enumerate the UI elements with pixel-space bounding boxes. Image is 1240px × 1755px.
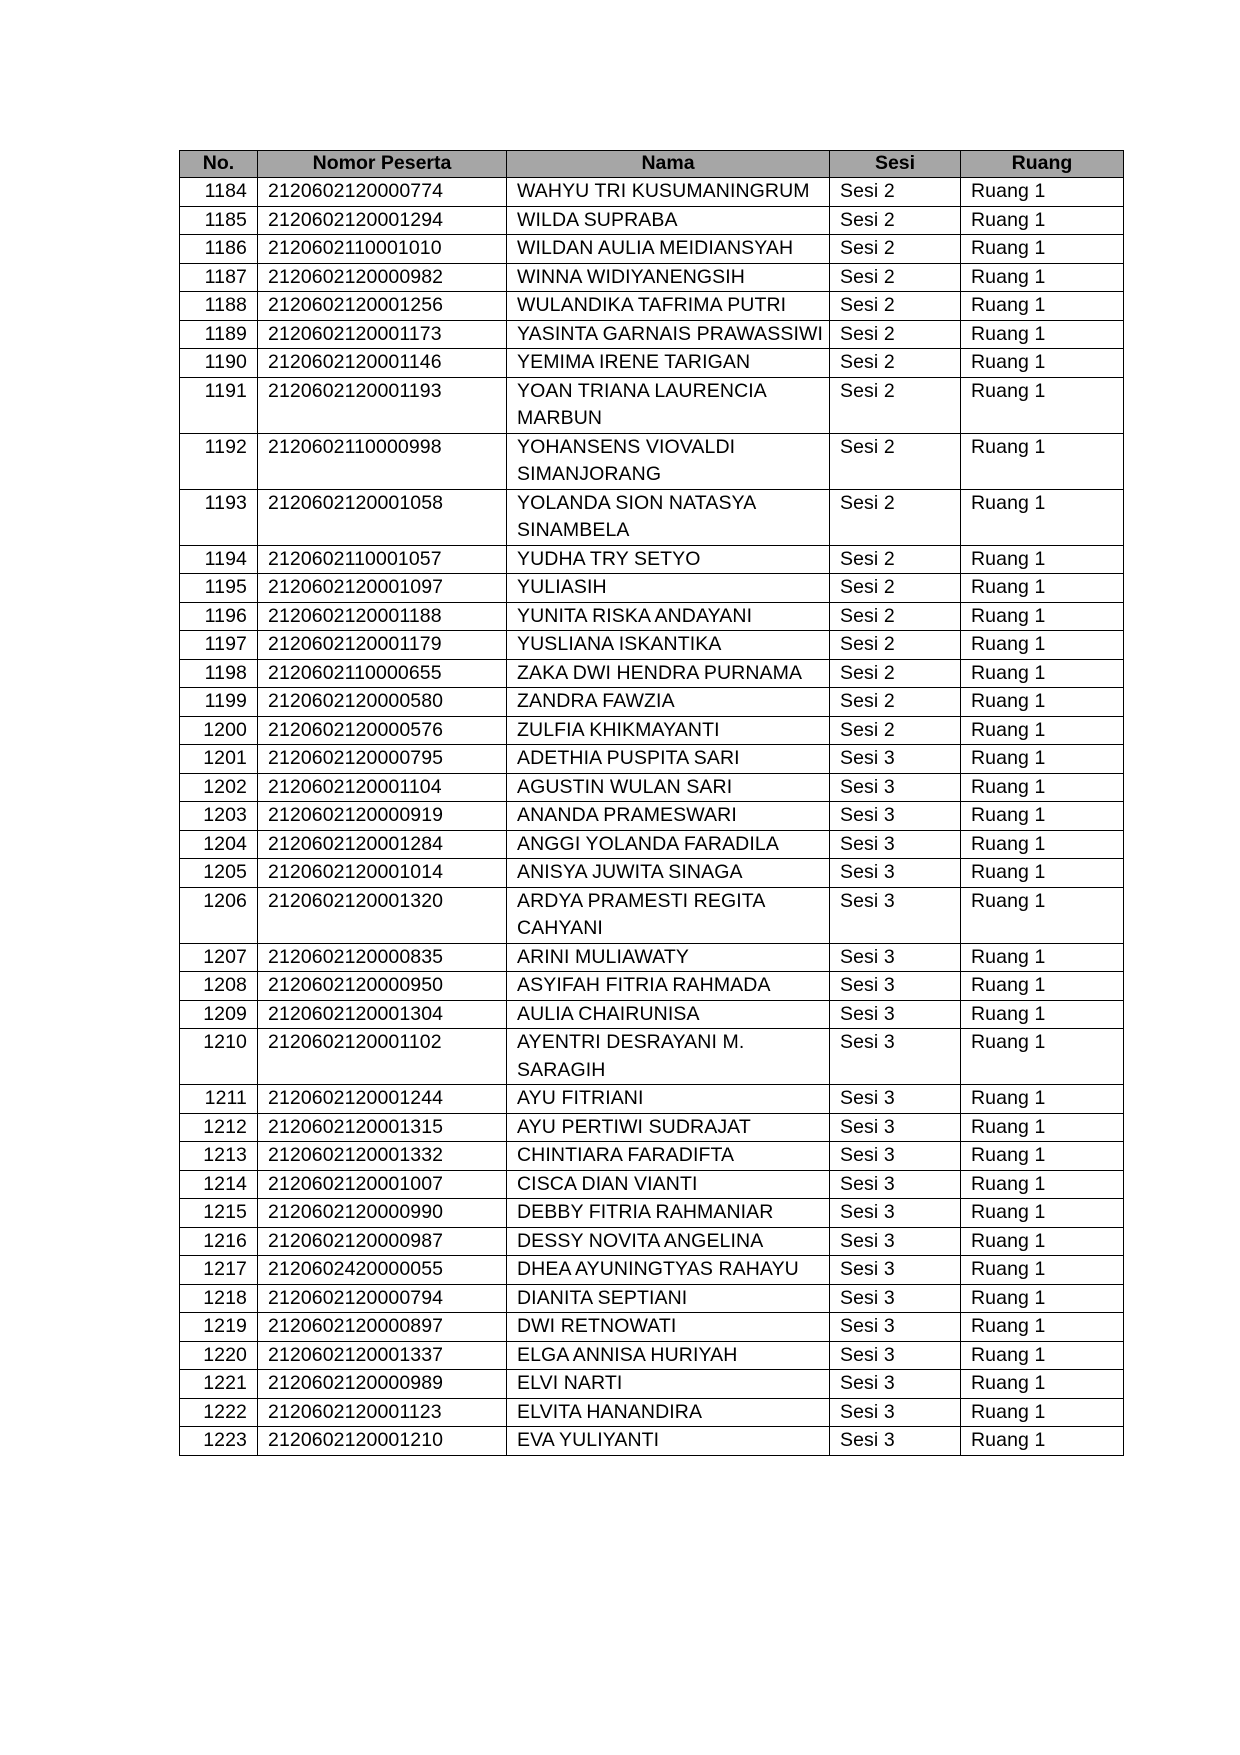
cell-sesi: Sesi 3 bbox=[830, 1000, 961, 1029]
cell-no: 1185 bbox=[180, 206, 258, 235]
cell-ruang: Ruang 1 bbox=[961, 1427, 1124, 1456]
cell-ruang: Ruang 1 bbox=[961, 830, 1124, 859]
cell-ruang: Ruang 1 bbox=[961, 602, 1124, 631]
cell-sesi: Sesi 3 bbox=[830, 943, 961, 972]
cell-no: 1200 bbox=[180, 716, 258, 745]
cell-ruang: Ruang 1 bbox=[961, 206, 1124, 235]
cell-ruang: Ruang 1 bbox=[961, 1113, 1124, 1142]
cell-nomor-peserta: 2120602120000990 bbox=[258, 1199, 507, 1228]
header-no: No. bbox=[180, 151, 258, 178]
cell-sesi: Sesi 3 bbox=[830, 1113, 961, 1142]
cell-ruang: Ruang 1 bbox=[961, 320, 1124, 349]
cell-nama: AGUSTIN WULAN SARI bbox=[507, 773, 830, 802]
cell-no: 1190 bbox=[180, 349, 258, 378]
cell-nama: YULIASIH bbox=[507, 574, 830, 603]
cell-nama: WAHYU TRI KUSUMANINGRUM bbox=[507, 178, 830, 207]
cell-ruang: Ruang 1 bbox=[961, 716, 1124, 745]
cell-nomor-peserta: 2120602120001193 bbox=[258, 377, 507, 433]
cell-nama: YOLANDA SION NATASYA SINAMBELA bbox=[507, 489, 830, 545]
table-row bbox=[180, 206, 1124, 235]
cell-nomor-peserta: 2120602120000982 bbox=[258, 263, 507, 292]
cell-nomor-peserta: 2120602120000989 bbox=[258, 1370, 507, 1399]
cell-nomor-peserta: 2120602120001304 bbox=[258, 1000, 507, 1029]
cell-sesi: Sesi 3 bbox=[830, 1170, 961, 1199]
cell-ruang: Ruang 1 bbox=[961, 1199, 1124, 1228]
cell-no: 1198 bbox=[180, 659, 258, 688]
cell-no: 1202 bbox=[180, 773, 258, 802]
cell-ruang: Ruang 1 bbox=[961, 349, 1124, 378]
cell-no: 1217 bbox=[180, 1256, 258, 1285]
cell-no: 1219 bbox=[180, 1313, 258, 1342]
cell-nomor-peserta: 2120602120001188 bbox=[258, 602, 507, 631]
table-row bbox=[180, 263, 1124, 292]
cell-nomor-peserta: 2120602120001097 bbox=[258, 574, 507, 603]
cell-no: 1211 bbox=[180, 1085, 258, 1114]
cell-sesi: Sesi 3 bbox=[830, 887, 961, 943]
cell-no: 1191 bbox=[180, 377, 258, 433]
cell-ruang: Ruang 1 bbox=[961, 631, 1124, 660]
cell-ruang: Ruang 1 bbox=[961, 745, 1124, 774]
table-row bbox=[180, 178, 1124, 207]
header-row bbox=[180, 151, 1124, 178]
cell-nama: AYENTRI DESRAYANI M. SARAGIH bbox=[507, 1029, 830, 1085]
cell-ruang: Ruang 1 bbox=[961, 943, 1124, 972]
cell-nama: ANISYA JUWITA SINAGA bbox=[507, 859, 830, 888]
cell-ruang: Ruang 1 bbox=[961, 1398, 1124, 1427]
cell-sesi: Sesi 3 bbox=[830, 1370, 961, 1399]
cell-no: 1213 bbox=[180, 1142, 258, 1171]
cell-sesi: Sesi 3 bbox=[830, 745, 961, 774]
cell-no: 1204 bbox=[180, 830, 258, 859]
cell-sesi: Sesi 2 bbox=[830, 688, 961, 717]
cell-nomor-peserta: 2120602120001332 bbox=[258, 1142, 507, 1171]
cell-no: 1206 bbox=[180, 887, 258, 943]
cell-ruang: Ruang 1 bbox=[961, 1256, 1124, 1285]
header-nama: Nama bbox=[507, 151, 830, 178]
table-row bbox=[180, 659, 1124, 688]
cell-ruang: Ruang 1 bbox=[961, 1085, 1124, 1114]
cell-ruang: Ruang 1 bbox=[961, 377, 1124, 433]
cell-nama: EVA YULIYANTI bbox=[507, 1427, 830, 1456]
cell-no: 1209 bbox=[180, 1000, 258, 1029]
cell-nomor-peserta: 2120602120001244 bbox=[258, 1085, 507, 1114]
cell-ruang: Ruang 1 bbox=[961, 292, 1124, 321]
table-row bbox=[180, 1227, 1124, 1256]
cell-nomor-peserta: 2120602120000794 bbox=[258, 1284, 507, 1313]
cell-no: 1208 bbox=[180, 972, 258, 1001]
table-row bbox=[180, 1398, 1124, 1427]
cell-ruang: Ruang 1 bbox=[961, 887, 1124, 943]
cell-nama: YEMIMA IRENE TARIGAN bbox=[507, 349, 830, 378]
table-row bbox=[180, 887, 1124, 943]
cell-ruang: Ruang 1 bbox=[961, 433, 1124, 489]
cell-ruang: Ruang 1 bbox=[961, 235, 1124, 264]
cell-ruang: Ruang 1 bbox=[961, 688, 1124, 717]
cell-nama: CHINTIARA FARADIFTA bbox=[507, 1142, 830, 1171]
cell-nomor-peserta: 2120602120000835 bbox=[258, 943, 507, 972]
cell-no: 1196 bbox=[180, 602, 258, 631]
table-row bbox=[180, 631, 1124, 660]
cell-sesi: Sesi 3 bbox=[830, 1199, 961, 1228]
cell-nama: ARDYA PRAMESTI REGITA CAHYANI bbox=[507, 887, 830, 943]
table-row bbox=[180, 859, 1124, 888]
cell-nama: DWI RETNOWATI bbox=[507, 1313, 830, 1342]
cell-nama: ELVITA HANANDIRA bbox=[507, 1398, 830, 1427]
cell-no: 1199 bbox=[180, 688, 258, 717]
cell-ruang: Ruang 1 bbox=[961, 1313, 1124, 1342]
table-row bbox=[180, 716, 1124, 745]
participants-table bbox=[179, 150, 1124, 1456]
cell-nama: YUNITA RISKA ANDAYANI bbox=[507, 602, 830, 631]
cell-sesi: Sesi 2 bbox=[830, 574, 961, 603]
cell-ruang: Ruang 1 bbox=[961, 574, 1124, 603]
cell-nomor-peserta: 2120602120000950 bbox=[258, 972, 507, 1001]
cell-nama: DESSY NOVITA ANGELINA bbox=[507, 1227, 830, 1256]
document-page bbox=[179, 150, 1123, 1456]
header-sesi: Sesi bbox=[830, 151, 961, 178]
cell-nomor-peserta: 2120602110000655 bbox=[258, 659, 507, 688]
cell-sesi: Sesi 3 bbox=[830, 1029, 961, 1085]
table-row bbox=[180, 1029, 1124, 1085]
cell-nama: WULANDIKA TAFRIMA PUTRI bbox=[507, 292, 830, 321]
table-row bbox=[180, 1085, 1124, 1114]
cell-sesi: Sesi 2 bbox=[830, 263, 961, 292]
table-row bbox=[180, 1000, 1124, 1029]
table-row bbox=[180, 377, 1124, 433]
cell-ruang: Ruang 1 bbox=[961, 1284, 1124, 1313]
cell-nomor-peserta: 2120602110000998 bbox=[258, 433, 507, 489]
cell-nama: WINNA WIDIYANENGSIH bbox=[507, 263, 830, 292]
cell-ruang: Ruang 1 bbox=[961, 1029, 1124, 1085]
cell-ruang: Ruang 1 bbox=[961, 1370, 1124, 1399]
table-row bbox=[180, 745, 1124, 774]
table-row bbox=[180, 688, 1124, 717]
cell-sesi: Sesi 2 bbox=[830, 631, 961, 660]
cell-no: 1207 bbox=[180, 943, 258, 972]
cell-nama: DHEA AYUNINGTYAS RAHAYU bbox=[507, 1256, 830, 1285]
table-row bbox=[180, 972, 1124, 1001]
table-row bbox=[180, 1170, 1124, 1199]
cell-no: 1193 bbox=[180, 489, 258, 545]
cell-no: 1220 bbox=[180, 1341, 258, 1370]
cell-no: 1201 bbox=[180, 745, 258, 774]
cell-nama: DEBBY FITRIA RAHMANIAR bbox=[507, 1199, 830, 1228]
cell-nama: CISCA DIAN VIANTI bbox=[507, 1170, 830, 1199]
cell-nama: ADETHIA PUSPITA SARI bbox=[507, 745, 830, 774]
cell-nomor-peserta: 2120602120000580 bbox=[258, 688, 507, 717]
cell-nomor-peserta: 2120602120001102 bbox=[258, 1029, 507, 1085]
cell-no: 1222 bbox=[180, 1398, 258, 1427]
cell-nomor-peserta: 2120602120001179 bbox=[258, 631, 507, 660]
table-row bbox=[180, 235, 1124, 264]
cell-nomor-peserta: 2120602120001058 bbox=[258, 489, 507, 545]
table-row bbox=[180, 1284, 1124, 1313]
cell-nomor-peserta: 2120602120001210 bbox=[258, 1427, 507, 1456]
cell-sesi: Sesi 3 bbox=[830, 972, 961, 1001]
cell-sesi: Sesi 2 bbox=[830, 545, 961, 574]
cell-sesi: Sesi 2 bbox=[830, 320, 961, 349]
cell-nomor-peserta: 2120602120001173 bbox=[258, 320, 507, 349]
cell-nomor-peserta: 2120602120001007 bbox=[258, 1170, 507, 1199]
table-row bbox=[180, 292, 1124, 321]
cell-sesi: Sesi 2 bbox=[830, 489, 961, 545]
cell-no: 1184 bbox=[180, 178, 258, 207]
cell-sesi: Sesi 2 bbox=[830, 349, 961, 378]
cell-sesi: Sesi 2 bbox=[830, 206, 961, 235]
cell-nama: ANANDA PRAMESWARI bbox=[507, 802, 830, 831]
cell-ruang: Ruang 1 bbox=[961, 659, 1124, 688]
cell-nama: ZULFIA KHIKMAYANTI bbox=[507, 716, 830, 745]
table-row bbox=[180, 574, 1124, 603]
cell-ruang: Ruang 1 bbox=[961, 489, 1124, 545]
cell-no: 1187 bbox=[180, 263, 258, 292]
cell-no: 1221 bbox=[180, 1370, 258, 1399]
cell-ruang: Ruang 1 bbox=[961, 773, 1124, 802]
cell-nama: AULIA CHAIRUNISA bbox=[507, 1000, 830, 1029]
cell-nama: YUDHA TRY SETYO bbox=[507, 545, 830, 574]
cell-nama: WILDA SUPRABA bbox=[507, 206, 830, 235]
table-row bbox=[180, 320, 1124, 349]
cell-ruang: Ruang 1 bbox=[961, 1000, 1124, 1029]
cell-no: 1218 bbox=[180, 1284, 258, 1313]
cell-nama: ASYIFAH FITRIA RAHMADA bbox=[507, 972, 830, 1001]
cell-sesi: Sesi 3 bbox=[830, 1341, 961, 1370]
cell-ruang: Ruang 1 bbox=[961, 1227, 1124, 1256]
cell-no: 1212 bbox=[180, 1113, 258, 1142]
cell-no: 1192 bbox=[180, 433, 258, 489]
cell-nama: YUSLIANA ISKANTIKA bbox=[507, 631, 830, 660]
cell-sesi: Sesi 3 bbox=[830, 859, 961, 888]
cell-sesi: Sesi 2 bbox=[830, 235, 961, 264]
cell-nama: WILDAN AULIA MEIDIANSYAH bbox=[507, 235, 830, 264]
cell-nomor-peserta: 2120602120001146 bbox=[258, 349, 507, 378]
cell-no: 1214 bbox=[180, 1170, 258, 1199]
table-row bbox=[180, 830, 1124, 859]
cell-no: 1210 bbox=[180, 1029, 258, 1085]
table-row bbox=[180, 1113, 1124, 1142]
table-row bbox=[180, 1313, 1124, 1342]
table-body bbox=[180, 178, 1124, 1456]
cell-no: 1188 bbox=[180, 292, 258, 321]
table-row bbox=[180, 773, 1124, 802]
cell-nomor-peserta: 2120602120000987 bbox=[258, 1227, 507, 1256]
cell-sesi: Sesi 3 bbox=[830, 1427, 961, 1456]
cell-sesi: Sesi 3 bbox=[830, 1284, 961, 1313]
cell-nomor-peserta: 2120602120001337 bbox=[258, 1341, 507, 1370]
table-row bbox=[180, 349, 1124, 378]
cell-sesi: Sesi 3 bbox=[830, 1313, 961, 1342]
table-row bbox=[180, 433, 1124, 489]
cell-nomor-peserta: 2120602120000774 bbox=[258, 178, 507, 207]
table-row bbox=[180, 802, 1124, 831]
cell-no: 1223 bbox=[180, 1427, 258, 1456]
table-row bbox=[180, 1370, 1124, 1399]
cell-nomor-peserta: 2120602120000897 bbox=[258, 1313, 507, 1342]
cell-nama: AYU PERTIWI SUDRAJAT bbox=[507, 1113, 830, 1142]
cell-no: 1205 bbox=[180, 859, 258, 888]
cell-nomor-peserta: 2120602420000055 bbox=[258, 1256, 507, 1285]
cell-ruang: Ruang 1 bbox=[961, 263, 1124, 292]
cell-sesi: Sesi 2 bbox=[830, 602, 961, 631]
cell-sesi: Sesi 3 bbox=[830, 773, 961, 802]
cell-ruang: Ruang 1 bbox=[961, 178, 1124, 207]
cell-sesi: Sesi 2 bbox=[830, 659, 961, 688]
cell-sesi: Sesi 2 bbox=[830, 178, 961, 207]
cell-nomor-peserta: 2120602110001010 bbox=[258, 235, 507, 264]
cell-sesi: Sesi 3 bbox=[830, 1256, 961, 1285]
table-row bbox=[180, 1341, 1124, 1370]
cell-ruang: Ruang 1 bbox=[961, 1142, 1124, 1171]
cell-sesi: Sesi 3 bbox=[830, 1398, 961, 1427]
cell-nomor-peserta: 2120602120001123 bbox=[258, 1398, 507, 1427]
cell-nama: ZANDRA FAWZIA bbox=[507, 688, 830, 717]
header-ruang: Ruang bbox=[961, 151, 1124, 178]
cell-sesi: Sesi 2 bbox=[830, 716, 961, 745]
cell-ruang: Ruang 1 bbox=[961, 1170, 1124, 1199]
table-row bbox=[180, 545, 1124, 574]
cell-nomor-peserta: 2120602120001014 bbox=[258, 859, 507, 888]
header-nomor-peserta: Nomor Peserta bbox=[258, 151, 507, 178]
cell-nomor-peserta: 2120602110001057 bbox=[258, 545, 507, 574]
cell-nomor-peserta: 2120602120001284 bbox=[258, 830, 507, 859]
cell-nomor-peserta: 2120602120000576 bbox=[258, 716, 507, 745]
cell-sesi: Sesi 3 bbox=[830, 1085, 961, 1114]
cell-no: 1197 bbox=[180, 631, 258, 660]
table-row bbox=[180, 1142, 1124, 1171]
cell-ruang: Ruang 1 bbox=[961, 1341, 1124, 1370]
cell-nama: ZAKA DWI HENDRA PURNAMA bbox=[507, 659, 830, 688]
cell-nama: YASINTA GARNAIS PRAWASSIWI bbox=[507, 320, 830, 349]
cell-no: 1215 bbox=[180, 1199, 258, 1228]
cell-nomor-peserta: 2120602120001294 bbox=[258, 206, 507, 235]
cell-sesi: Sesi 2 bbox=[830, 377, 961, 433]
cell-nomor-peserta: 2120602120000795 bbox=[258, 745, 507, 774]
cell-sesi: Sesi 3 bbox=[830, 1227, 961, 1256]
cell-sesi: Sesi 3 bbox=[830, 1142, 961, 1171]
cell-sesi: Sesi 2 bbox=[830, 433, 961, 489]
cell-nama: DIANITA SEPTIANI bbox=[507, 1284, 830, 1313]
table-row bbox=[180, 943, 1124, 972]
cell-nomor-peserta: 2120602120001315 bbox=[258, 1113, 507, 1142]
cell-no: 1203 bbox=[180, 802, 258, 831]
cell-no: 1186 bbox=[180, 235, 258, 264]
cell-nomor-peserta: 2120602120001104 bbox=[258, 773, 507, 802]
table-row bbox=[180, 1256, 1124, 1285]
cell-nomor-peserta: 2120602120001320 bbox=[258, 887, 507, 943]
table-row bbox=[180, 1427, 1124, 1456]
cell-no: 1189 bbox=[180, 320, 258, 349]
cell-ruang: Ruang 1 bbox=[961, 802, 1124, 831]
table-header bbox=[180, 151, 1124, 178]
cell-nama: ARINI MULIAWATY bbox=[507, 943, 830, 972]
table-row bbox=[180, 602, 1124, 631]
cell-ruang: Ruang 1 bbox=[961, 972, 1124, 1001]
cell-no: 1195 bbox=[180, 574, 258, 603]
cell-nama: YOAN TRIANA LAURENCIA MARBUN bbox=[507, 377, 830, 433]
cell-no: 1216 bbox=[180, 1227, 258, 1256]
cell-nama: ELVI NARTI bbox=[507, 1370, 830, 1399]
cell-ruang: Ruang 1 bbox=[961, 545, 1124, 574]
cell-nama: YOHANSENS VIOVALDI SIMANJORANG bbox=[507, 433, 830, 489]
cell-nama: AYU FITRIANI bbox=[507, 1085, 830, 1114]
cell-nomor-peserta: 2120602120000919 bbox=[258, 802, 507, 831]
table-row bbox=[180, 489, 1124, 545]
cell-nama: ELGA ANNISA HURIYAH bbox=[507, 1341, 830, 1370]
table-row bbox=[180, 1199, 1124, 1228]
cell-nama: ANGGI YOLANDA FARADILA bbox=[507, 830, 830, 859]
cell-nomor-peserta: 2120602120001256 bbox=[258, 292, 507, 321]
cell-sesi: Sesi 3 bbox=[830, 830, 961, 859]
cell-sesi: Sesi 3 bbox=[830, 802, 961, 831]
cell-ruang: Ruang 1 bbox=[961, 859, 1124, 888]
cell-sesi: Sesi 2 bbox=[830, 292, 961, 321]
cell-no: 1194 bbox=[180, 545, 258, 574]
